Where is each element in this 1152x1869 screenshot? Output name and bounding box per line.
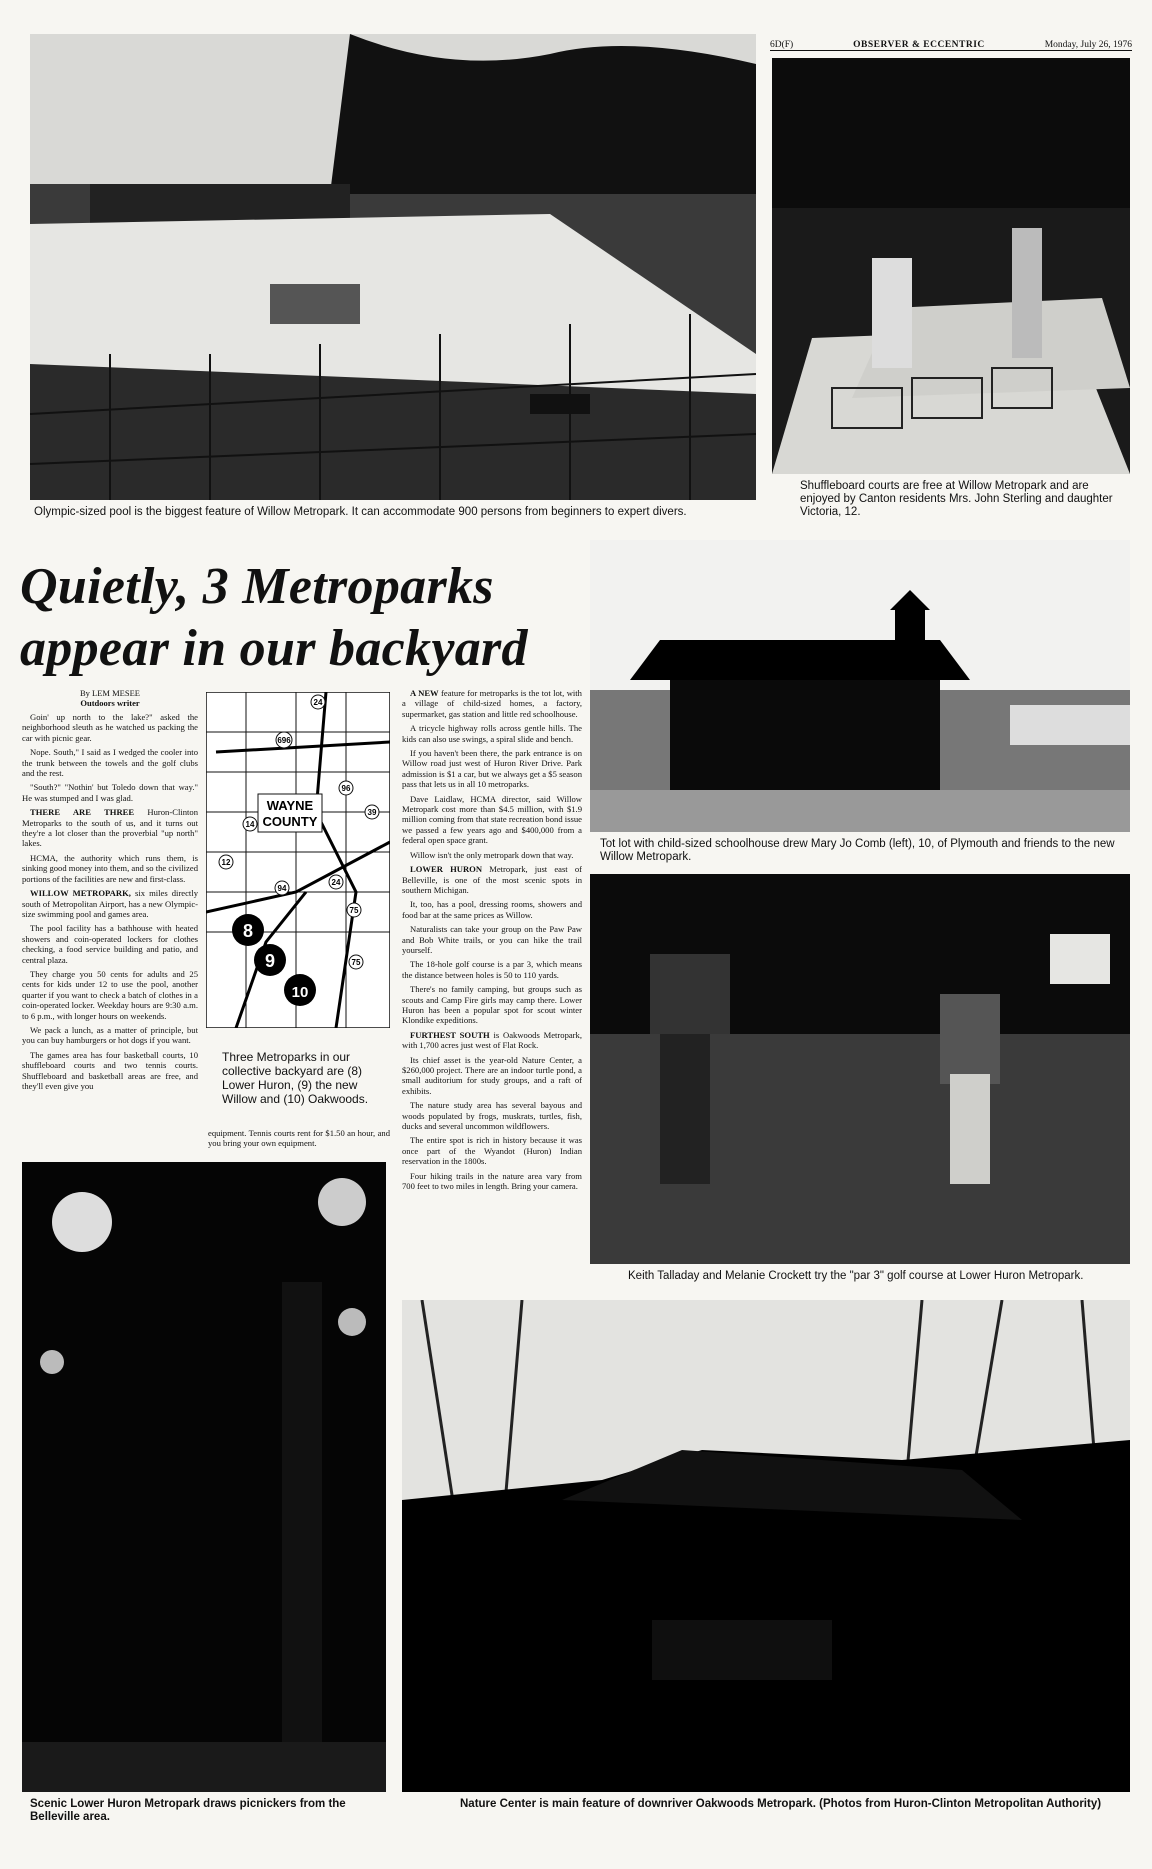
issue-date: Monday, July 26, 1976 — [1044, 40, 1132, 50]
route-marker: 94 — [277, 884, 287, 893]
byline-role: Outdoors writer — [80, 698, 140, 708]
paragraph: WILLOW METROPARK, six miles directly south of Metropolitan Airport, has a new Olympic-size swimming pool and games area. — [22, 888, 199, 919]
pool-photo-image — [30, 34, 756, 500]
map-county-label-2: COUNTY — [262, 814, 318, 829]
route-marker: 24 — [313, 698, 323, 707]
page-number: 6D(F) — [770, 40, 794, 50]
headline-line-2: appear in our backyard — [20, 620, 528, 677]
golf-caption: Keith Talladay and Melanie Crockett try the "par 3" golf course at Lower Huron Metropark. — [628, 1270, 1084, 1282]
publication-name: OBSERVER & ECCENTRIC — [853, 40, 985, 50]
paragraph: Dave Laidlaw, HCMA director, said Willow Metropark cost more than $4.5 million, with $1.9 million coming from that state recreation bond issue we passed a few years ago and $400,000 from a federal open space grant. — [402, 793, 582, 846]
route-marker: 96 — [341, 784, 351, 793]
paragraph: The pool facility has a bathhouse with heated showers and coin-operated lockers for clothes checking, a food service building and patio, and central plaza. — [22, 923, 198, 965]
schoolhouse-caption: Tot lot with child-sized schoolhouse drew Mary Jo Comb (left), 10, of Plymouth and friends to the new Willow Metropark. — [600, 838, 1115, 863]
paragraph: It, too, has a pool, dressing rooms, showers and food bar at the same prices as Willow. — [402, 899, 582, 920]
paragraph: THERE ARE THREE Huron-Clinton Metroparks to the south of us, and it turns out they're a lot closer than the proverbial "up north" lakes. — [22, 807, 198, 849]
paragraph: HCMA, the authority which runs them, is sinking good money into them, and so the civilized portions of the facilities are new and first-class. — [22, 852, 198, 884]
paragraph: Nope. South," I said as I wedged the cooler into the trunk between the towels and the golf clubs and the rest. — [22, 747, 198, 779]
paragraph: LOWER HURON Metropark, just east of Belleville, is one of the most scenic spots in southern Michigan. — [402, 864, 582, 895]
paragraph: We pack a lunch, as a matter of principle, but you can buy hamburgers or hot dogs if you want. — [22, 1024, 198, 1046]
paragraph: "South?" "Nothin' but Toledo down that way." He was stumped and I was glad. — [22, 782, 198, 803]
nature-center-photo-image — [402, 1300, 1130, 1792]
paragraph: FURTHEST SOUTH is Oakwoods Metropark, with 1,700 acres just west of Flat Rock. — [402, 1029, 582, 1051]
scenic-photo-image — [22, 1162, 386, 1792]
shuffleboard-photo-image — [772, 58, 1130, 474]
byline-name: By LEM MESEE — [80, 688, 140, 698]
map-caption: Three Metroparks in our collective backyard are (8) Lower Huron, (9) the new Willow and (10) Oakwoods. — [222, 1050, 369, 1106]
route-marker: 14 — [245, 820, 255, 829]
nature-center-caption: Nature Center is main feature of downriver Oakwoods Metropark. (Photos from Huron-Clinton Metropolitan Authority) — [460, 1798, 1102, 1810]
paragraph: They charge you 50 cents for adults and 25 cents for kids under 12 to use the pool, another quarter if you want to check a batch of clothes in a coin-operated locker. Weekday hours are 9:30 a.m. to 6 p.m., with longer hours on weekends. — [22, 968, 198, 1021]
paragraph: The entire spot is rich in history because it was once part of the Wyandot (Huron) Indian reservation in the 1800s. — [402, 1135, 582, 1167]
masthead — [770, 36, 1132, 51]
paragraph: There's no family camping, but groups such as scouts and Camp Fire girls may camp there. Lower Huron has been a popular spot for scout winter Klondike expeditions. — [402, 984, 582, 1026]
byline — [22, 688, 198, 708]
scenic-photo — [22, 1162, 386, 1792]
paragraph: Naturalists can take your group on the Paw Paw and Bob White trails, or you can hike the trail yourself. — [402, 924, 582, 955]
schoolhouse-photo — [590, 540, 1130, 832]
paragraph: Four hiking trails in the nature area vary from 700 feet to two miles in length. Bring your camera. — [402, 1170, 582, 1192]
paragraph: The nature study area has several bayous and woods populated by frogs, muskrats, turtles, fish, ducks and several uncommon wildflowers. — [402, 1100, 582, 1132]
route-marker: 75 — [351, 958, 361, 967]
article-column-3 — [402, 688, 582, 1195]
schoolhouse-photo-image — [590, 540, 1130, 832]
paragraph: Willow isn't the only metropark down that way. — [410, 849, 574, 860]
pool-caption: Olympic-sized pool is the biggest feature of Willow Metropark. It can accommodate 900 persons from beginners to expert divers. — [34, 506, 687, 518]
paragraph: A NEW feature for metroparks is the tot lot, with a village of child-sized homes, a factory, supermarket, gas station and little red schoolhouse. — [402, 688, 582, 719]
paragraph: If you haven't been there, the park entrance is on Willow road just west of Huron River Drive. Park admission is $1 a car, but we always get a $5 season pass that lets us in all 10 metroparks. — [402, 748, 582, 790]
route-marker: 75 — [349, 906, 359, 915]
map-drawing — [206, 692, 390, 1028]
article-column-1 — [22, 688, 198, 1095]
paragraph: The games area has four basketball courts, 10 shuffleboard courts and two tennis courts. Shuffleboard and basketball areas are free, and they'll even give you — [22, 1049, 198, 1091]
route-marker: 39 — [367, 808, 377, 817]
headline-line-1: Quietly, 3 Metroparks — [20, 558, 494, 615]
golf-photo-image — [590, 874, 1130, 1264]
route-marker: 12 — [221, 858, 231, 867]
route-marker: 696 — [277, 736, 291, 745]
paragraph: Goin' up north to the lake?" asked the neighborhood sleuth as he watched us packing the car with picnic gear. — [22, 712, 198, 743]
paragraph: The 18-hole golf course is a par 3, which means the distance between holes is 50 to 110 yards. — [402, 959, 582, 980]
shuffleboard-photo — [772, 58, 1130, 474]
map-county-label-1: WAYNE — [266, 798, 314, 813]
shuffleboard-caption: Shuffleboard courts are free at Willow Metropark and are enjoyed by Canton residents Mrs. John Sterling and daughter Victoria, 12. — [800, 480, 1113, 518]
park-marker-lower-huron: 8 — [242, 921, 254, 941]
park-marker-oakwoods: 10 — [291, 984, 309, 1001]
golf-photo — [590, 874, 1130, 1264]
headline — [20, 556, 580, 680]
metroparks-map — [206, 692, 390, 1028]
nature-center-photo — [402, 1300, 1130, 1792]
paragraph: Its chief asset is the year-old Nature Center, a $260,000 project. There are an indoor turtle pond, a small auditorium for study groups, and a raft of exhibits. — [402, 1054, 582, 1096]
article-column-2-tail: equipment. Tennis courts rent for $1.50 an hour, and you bring your own equipment. — [208, 1128, 390, 1149]
route-marker: 24 — [331, 878, 341, 887]
pool-photo — [30, 34, 756, 500]
park-marker-willow: 9 — [264, 951, 276, 971]
scenic-caption: Scenic Lower Huron Metropark draws picnickers from the Belleville area. — [30, 1798, 346, 1823]
paragraph: A tricycle highway rolls across gentle hills. The kids can also use swings, a spiral slide and bench. — [402, 723, 582, 744]
